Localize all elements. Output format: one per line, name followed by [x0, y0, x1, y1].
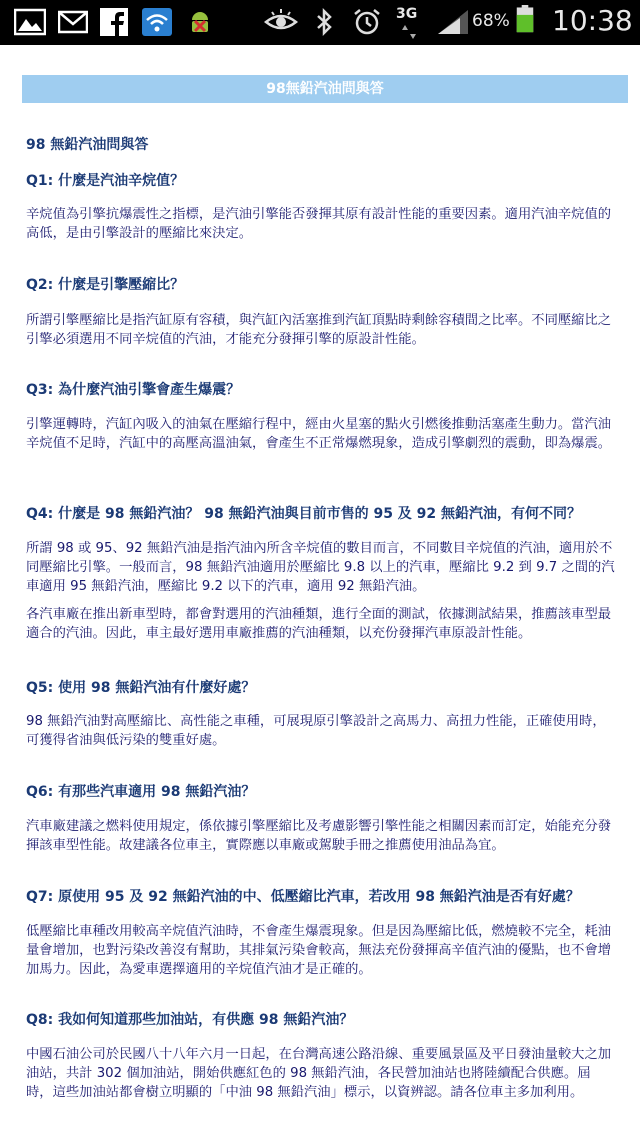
question-1: Q1: 什麼是汽油辛烷值？: [26, 173, 185, 189]
network-type: 3G: [396, 6, 418, 22]
data-arrows-icon: [402, 25, 416, 39]
question-3: Q3: 為什麼汽油引擎會產生爆震？: [26, 382, 241, 398]
answer-6: 汽車廠建議之燃料使用規定，係依據引擎壓縮比及考慮影響引擎性能之相關因素而訂定，始能充分發揮該車型性能。故建議各位車主，實際應以車廠或駕駛手冊之推薦使用油品為宜。: [26, 819, 612, 853]
eye-icon: [264, 8, 298, 36]
gmail-icon[interactable]: [58, 8, 88, 36]
answer-2: 所謂引擎壓縮比是指汽缸原有容積，與汽缸內活塞推到汽缸頂點時剩餘容積間之比率。不同壓縮比之引擎必須選用不同辛烷值的汽油，才能充分發揮引擎的原設計性能。: [26, 313, 612, 347]
page-title: 98 無鉛汽油問與答: [26, 137, 149, 153]
battery-icon: [514, 5, 536, 33]
question-6: Q6: 有那些汽車適用 98 無鉛汽油？: [26, 784, 256, 800]
answer-5: 98 無鉛汽油對高壓縮比、高性能之車種，可展現原引擎設計之高馬力、高扭力性能，正確使用時，可獲得省油與低污染的雙重好處。: [26, 714, 606, 748]
answer-7: 低壓縮比車種改用較高辛烷值汽油時，不會產生爆震現象。但是因為壓縮比低，燃燒較不完全，耗油量會增加，也對污染改善沒有幫助，其排氣污染會較高，無法充份發揮高辛值汽油的優點，也不會增加馬力。因此，為愛車選擇適用的辛烷值汽油才是正確的。: [26, 924, 612, 977]
answer-8: 中國石油公司於民國八十八年六月一日起，在台灣高速公路沿線、重要風景區及平日發油量較大之加油站，共計 302 個加油站，開始供應紅色的 98 無鉛汽油，各民營加油站也將陸續配合供應。屆時，這些加油站都會樹立明顯的「中油 98 無鉛汽油」標示，以資辨認。請各位車主多加利用。: [26, 1047, 612, 1100]
wifi-icon[interactable]: [142, 8, 172, 36]
signal-icon: [436, 8, 470, 36]
alarm-icon: [352, 8, 382, 36]
status-bar: [0, 0, 640, 45]
answer-1: 辛烷值為引擎抗爆震性之指標，是汽油引擎能否發揮其原有設計性能的重要因素。適用汽油辛烷值的高低，是由引擎設計的壓縮比來決定。: [26, 207, 612, 241]
question-4: Q4: 什麼是 98 無鉛汽油？ 98 無鉛汽油與目前市售的 95 及 92 無鉛汽油，有何不同？: [26, 506, 582, 522]
page-header-bar: 98無鉛汽油問與答: [22, 75, 628, 103]
question-2: Q2: 什麼是引擎壓縮比？: [26, 277, 185, 293]
battery-percent: 68%: [472, 11, 510, 31]
answer-4-p1: 所謂 98 或 95、92 無鉛汽油是指汽油內所含辛烷值的數目而言，不同數目辛烷值的汽油，適用於不同壓縮比引擎。一般而言，98 無鉛汽油適用於壓縮比 9.8 以上的汽車，壓縮比 9.2 到 9.7 之間的汽車適用 95 無鉛汽油，壓縮比 9.2 以下的汽車，適用 92 無鉛汽油。: [26, 541, 615, 594]
facebook-icon[interactable]: [100, 8, 128, 36]
bluetooth-icon: [314, 8, 334, 36]
question-5: Q5: 使用 98 無鉛汽油有什麼好處？: [26, 680, 256, 696]
question-8: Q8: 我如何知道那些加油站，有供應 98 無鉛汽油？: [26, 1012, 354, 1028]
answer-4-p2: 各汽車廠在推出新車型時，都會對選用的汽油種類，進行全面的測試，依據測試結果，推薦該車型最適合的汽油。因此，車主最好選用車廠推薦的汽油種類，以充份發揮汽車原設計性能。: [26, 607, 612, 641]
answer-3: 引擎運轉時，汽缸內吸入的油氣在壓縮行程中，經由火星塞的點火引燃後推動活塞產生動力。當汽油辛烷值不足時，汽缸中的高壓高溫油氣，會產生不正常爆燃現象，造成引擎劇烈的震動，即為爆震。: [26, 417, 612, 451]
question-7: Q7: 原使用 95 及 92 無鉛汽油的中、低壓縮比汽車，若改用 98 無鉛汽油是否有好處？: [26, 889, 580, 905]
android-debug-icon[interactable]: [186, 8, 214, 36]
clock: 10:38: [552, 4, 633, 37]
gallery-icon[interactable]: [14, 8, 46, 36]
